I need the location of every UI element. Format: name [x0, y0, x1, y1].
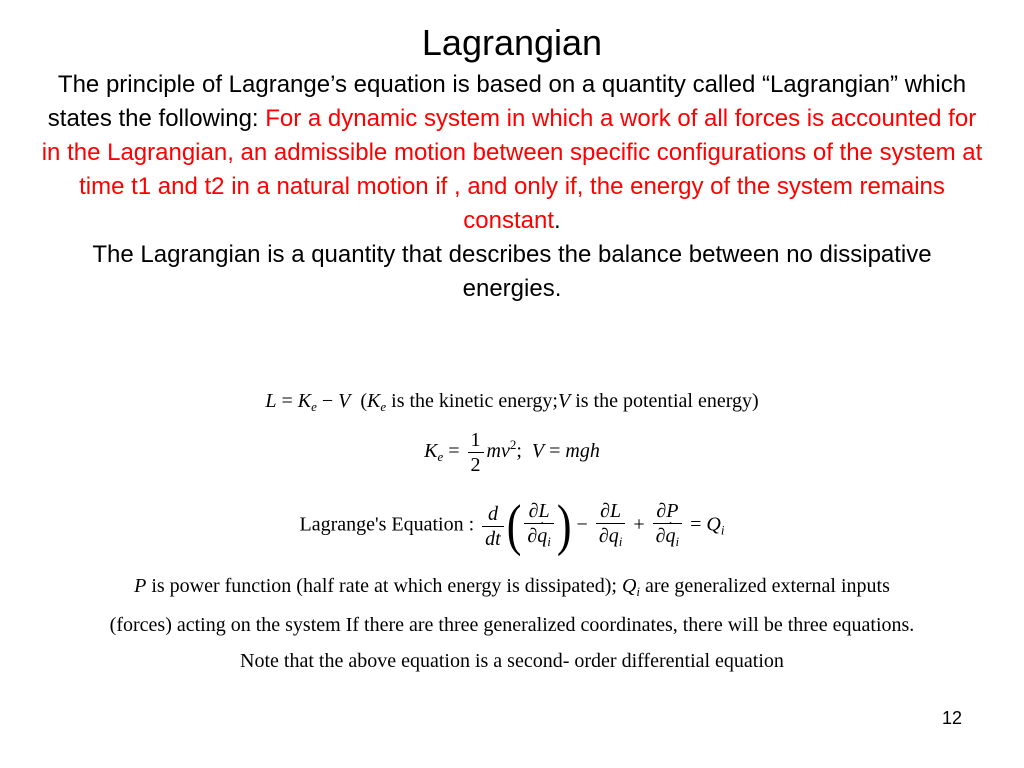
body-text	[40, 68, 984, 306]
second-paragraph: The Lagrangian is a quantity that describes the balance between no dissipative energies.	[92, 241, 932, 302]
eq1-note-potential: is the potential energy)	[575, 390, 759, 412]
half-fraction: $\frac{1}{2}$	[468, 428, 484, 477]
intro-text: The principle of Lagrange’s equation is based on a quantity called “Lagrangian” which states the following:	[47, 71, 967, 132]
dL-dqdot-fraction: $\frac{\partial L}{\partial˙ q_i}$	[524, 499, 554, 554]
intro-red-text: For a dynamic system in which a work of all forces is accounted for in the Lagrangian, an admissible motion between specific configurations of the system at time t1 and t2 in a natural motion if , and only if, the energy of the system remains constant	[41, 105, 983, 234]
lagrangian-definition-equation: $L = K_e - V$ ($K_e$ is the kinetic energy;V is the potential energy)	[265, 390, 759, 414]
note-line-3: Note that the above equation is a second- order differential equation	[240, 650, 784, 672]
note-power-function: is power function (half rate at which energy is dissipated);	[151, 575, 617, 597]
left-paren: (	[506, 493, 522, 558]
time-derivative-fraction: $\frac{d}{dt}$	[482, 502, 504, 551]
dL-dq-fraction: $\frac{\partial L}{\partial q_i}$	[596, 499, 626, 554]
slide-title: Lagrangian	[421, 22, 603, 63]
lagrange-equation-label: Lagrange's Equation :	[299, 513, 475, 536]
energy-equations: $K_e$ = $\frac{1}{2}$ $mv^2$; V = mgh	[424, 429, 600, 476]
page-number: 12	[941, 708, 962, 728]
intro-paragraph	[40, 68, 984, 238]
note-line-1: P is power function (half rate at which energy is dissipated); $Q_i$ are generalized external inputs	[134, 575, 890, 599]
dP-dqdot-fraction: $\frac{\partial P}{\partial˙ q_i}$	[653, 499, 683, 554]
note-generalized-inputs: are generalized external inputs	[645, 575, 890, 597]
intro-end: .	[554, 207, 561, 234]
note-line-2: (forces) acting on the system If there are three generalized coordinates, there will be three equations.	[109, 614, 915, 636]
eq1-note-kinetic: is the kinetic energy;	[391, 390, 558, 412]
right-paren: )	[556, 493, 572, 558]
lagrange-equation: Lagrange's Equation : $\frac{d}{dt}$ ( $\frac{\partial L}{\partial˙ q_i}$ ) − $\frac{\partial L}{\partial q_i}$ + $\frac{\partial P}{\partial˙ q_i}$ = $Q_i$	[0, 496, 1024, 566]
